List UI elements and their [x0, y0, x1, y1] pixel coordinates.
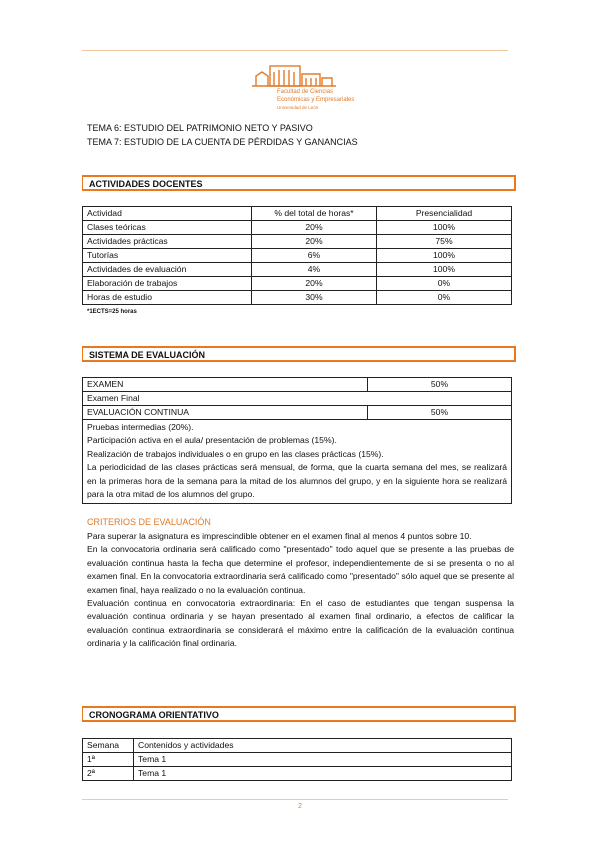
table-cell: Horas de estudio: [83, 291, 252, 305]
table-cell: 30%: [252, 291, 377, 305]
criterios-paragraph: Para superar la asignatura es imprescindible obtener en el examen final al menos 4 puntos sobre 10.: [87, 531, 472, 541]
table-cell: 100%: [377, 263, 512, 277]
table-cell: Tema 1: [134, 767, 512, 781]
criterios-text: [87, 530, 514, 651]
logo-text-line: Económicas y Empresariales: [277, 97, 355, 103]
table-row: [83, 249, 512, 263]
table-header-cell: Presencialidad: [377, 207, 512, 221]
examen-label: EXAMEN: [83, 378, 368, 392]
table-row: [83, 235, 512, 249]
continua-percentage: 50%: [368, 406, 512, 420]
continua-line: Pruebas intermedias (20%).: [87, 422, 194, 432]
table-row: [83, 263, 512, 277]
table-row: [83, 277, 512, 291]
table-row: [83, 221, 512, 235]
table-cell: 0%: [377, 291, 512, 305]
table-header-row: [83, 739, 512, 753]
table-row: [83, 753, 512, 767]
table-cell: 20%: [252, 277, 377, 291]
table-row: [83, 378, 512, 392]
header-rule: [82, 50, 508, 51]
criterios-paragraph: Evaluación continua en convocatoria extraordinaria: En el caso de estudiantes que tengan suspensa la evaluación continua ordinaria y se hayan presentado al examen final ordinario, a efectos de calificar la evaluación continua extraordinaria se considerará el máximo entre la calificación de la evaluación continua ordinaria y la calificación final ordinaria.: [87, 598, 514, 649]
table-header-cell: % del total de horas*: [252, 207, 377, 221]
table-cell: 20%: [252, 221, 377, 235]
ects-note: *1ECTS=25 horas: [87, 309, 137, 315]
page-number: 2: [298, 803, 302, 810]
footer-rule: [82, 799, 508, 800]
criterios-title: CRITERIOS DE EVALUACIÓN: [87, 517, 211, 527]
logo-text-line: Facultad de Ciencias: [277, 89, 334, 95]
table-cell: Actividades de evaluación: [83, 263, 252, 277]
continua-line: Realización de trabajos individuales o en grupo en las clases prácticas (15%).: [87, 448, 384, 459]
table-cell: 1ª: [83, 753, 134, 767]
cronograma-table: [82, 738, 512, 781]
table-cell: 4%: [252, 263, 377, 277]
evaluacion-table: [82, 377, 512, 420]
section-cronograma-title: CRONOGRAMA ORIENTATIVO: [82, 706, 516, 722]
criterios-paragraph: En la convocatoria ordinaria será calificado como "presentado" todo aquel que se presente a las pruebas de evaluación continua hasta la fecha que determine el profesor, independientemente de si se presenta o no al examen final. En la convocatoria extraordinaria será calificado como "presentado" sólo aquel que se presente al examen final, haya realizado o no la evaluación continua.: [87, 544, 514, 595]
table-cell: 2ª: [83, 767, 134, 781]
table-header-cell: Semana: [83, 739, 134, 753]
table-cell: Tutorías: [83, 249, 252, 263]
section-actividades-title: ACTIVIDADES DOCENTES: [82, 175, 516, 191]
table-cell: 6%: [252, 249, 377, 263]
table-cell: Clases teóricas: [83, 221, 252, 235]
table-row: [83, 291, 512, 305]
table-cell: 75%: [377, 235, 512, 249]
table-cell: Tema 1: [134, 753, 512, 767]
table-cell: Actividades prácticas: [83, 235, 252, 249]
table-header-row: [83, 207, 512, 221]
topic-line: TEMA 6: ESTUDIO DEL PATRIMONIO NETO Y PASIVO: [87, 123, 313, 133]
table-cell: 20%: [252, 235, 377, 249]
continua-line: Participación activa en el aula/ presentación de problemas (15%).: [87, 435, 337, 446]
table-header-cell: Contenidos y actividades: [134, 739, 512, 753]
table-row: [83, 406, 512, 420]
logo-text-line: Universidad de León: [277, 105, 319, 110]
continua-line: La periodicidad de las clases prácticas será mensual, de forma, que la cuarta semana del mes, se realizará en la primeras hora de la semana para la mitad de los alumnos del grupo, y en la siguiente hora se realizará para la otra mitad de los alumnos del grupo.: [87, 462, 507, 500]
table-cell: Elaboración de trabajos: [83, 277, 252, 291]
continua-details: [82, 419, 512, 504]
table-row: [83, 767, 512, 781]
table-cell: 0%: [377, 277, 512, 291]
table-header-cell: Actividad: [83, 207, 252, 221]
table-row: [83, 392, 512, 406]
actividades-table: [82, 206, 512, 305]
topic-line: TEMA 7: ESTUDIO DE LA CUENTA DE PÉRDIDAS Y GANANCIAS: [87, 137, 358, 147]
table-cell: 100%: [377, 221, 512, 235]
section-evaluacion-title: SISTEMA DE EVALUACIÓN: [82, 346, 516, 362]
continua-label: EVALUACIÓN CONTINUA: [83, 406, 368, 420]
table-cell: 100%: [377, 249, 512, 263]
examen-percentage: 50%: [368, 378, 512, 392]
examen-final-label: Examen Final: [83, 392, 512, 406]
